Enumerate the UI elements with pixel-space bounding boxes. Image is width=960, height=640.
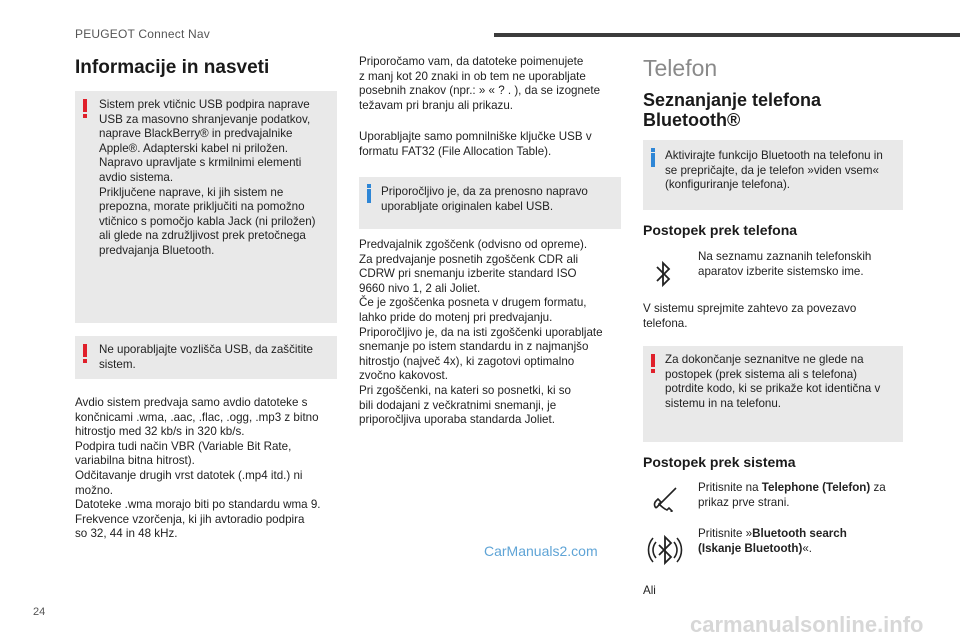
text-line: Predvajalnik zgoščenk (odvisno od opreme). [359, 238, 588, 251]
text-line: naprave BlackBerry® in predvajalnike [99, 127, 293, 141]
text-line: se prepričajte, da je telefon »viden vsem« [665, 163, 879, 177]
warning-box-hub [75, 336, 337, 379]
text-line: zvočno kakovost. [359, 369, 448, 383]
info-icon [651, 153, 655, 167]
text-line: posebnih znakov (npr.: » « ? . ), da se izognete [359, 84, 601, 98]
text-line: potrdite kodo, ki se prikaže kot identična v [665, 382, 881, 396]
manual-header: PEUGEOT Connect Nav [75, 27, 210, 41]
warning-text [665, 353, 897, 411]
text-line: USB za masovno shranjevanje podatkov, [99, 112, 311, 126]
usb-format-text [359, 130, 624, 159]
text-line: Avdio sistem predvaja samo avdio datoteke s [75, 396, 308, 409]
text-line: Datoteke .wma morajo biti po standardu wma 9. [75, 498, 321, 512]
text-line: Na seznamu zaznanih telefonskih [698, 250, 872, 263]
info-text [665, 149, 897, 193]
text-line: Za predvajanje posnetih zgoščenk CDR ali [359, 252, 579, 266]
text-line: Ne uporabljajte vozlišča USB, da zaščitite [99, 343, 313, 356]
text-line: Apple®. Adapterski kabel ni priložen. [99, 141, 288, 155]
text-line: CDRW pri snemanju izberite standard ISO [359, 267, 577, 281]
text-span: «. [802, 541, 813, 555]
text-line: snemanje po istem standardu in z najmanjšo [359, 340, 589, 354]
text-line: Priporočljivo je, da na isti zgoščenki uporabljate [359, 325, 603, 339]
text-line: Sistem prek vtičnic USB podpira naprave [99, 98, 310, 111]
text-line: z manj kot 20 znaki in ob tem ne uporabljate [359, 69, 586, 83]
text-span: za [870, 481, 886, 494]
text-line: aparatov izberite sistemsko ime. [698, 264, 864, 278]
text-line: 9660 nivo 1, 2 ali Joliet. [359, 281, 481, 295]
phone-handset-icon [650, 482, 682, 517]
text-line: Za dokončanje seznanitve ne glede na [665, 353, 864, 366]
info-box-cable [359, 177, 621, 229]
watermark-text: carmanualsonline.info [690, 612, 924, 637]
warning-box-code [643, 346, 903, 442]
bluetooth-search-label: Bluetooth search [752, 527, 847, 540]
text-line: bili dodajani z večkratnimi snemanji, je [359, 398, 557, 412]
accept-request-text [643, 302, 903, 331]
text-line: avdio sistema. [99, 170, 174, 184]
or-text: Ali [643, 584, 656, 597]
bluetooth-icon [652, 258, 674, 295]
info-icon [367, 189, 371, 203]
text-line: končnicami .wma, .aac, .flac, .ogg, .mp3 z bitno [75, 410, 319, 424]
step1-line: prikaz prve strani. [698, 495, 790, 509]
text-line: so 32, 44 in 48 kHz. [75, 527, 178, 541]
text-span: Pritisnite » [698, 527, 753, 540]
text-line: Frekvence vzorčenja, ki jih avtoradio podpira [75, 512, 305, 526]
cd-player-text [359, 238, 629, 428]
text-line: variabilna bitna hitrost). [75, 454, 195, 468]
text-line: Odčitavanje drugih vrst datotek (.mp4 itd.) ni [75, 468, 303, 482]
text-line: formatu FAT32 (File Allocation Table). [359, 144, 552, 158]
warning-text [99, 98, 331, 259]
warning-box-usb [75, 91, 337, 323]
audio-formats-text [75, 396, 350, 542]
heading-phone-procedure: Postopek prek telefona [643, 222, 798, 238]
header-bar [494, 33, 960, 37]
text-line: V sistemu sprejmite zahtevo za povezavo [643, 302, 857, 315]
file-naming-text [359, 55, 624, 113]
text-line: Pri zgoščenki, na kateri so posnetki, ki so [359, 383, 572, 397]
section-title-telefon: Telefon [643, 55, 718, 81]
text-line: Podpira tudi način VBR (Variable Bit Rate, [75, 439, 292, 453]
text-line: predvajanja Bluetooth. [99, 243, 215, 257]
text-line: sistemu in na telefonu. [665, 396, 782, 410]
text-line: priporočljiva uporaba standarda Joliet. [359, 413, 555, 427]
text-line: hitrostjo (največ 4x), ki zagotovi optimalno [359, 354, 575, 368]
step1-text [698, 481, 903, 510]
text-line: Aktivirajte funkcijo Bluetooth na telefonu in [665, 149, 883, 162]
step1-line [698, 481, 903, 496]
text-line: vtičnico s pomočjo kabla Jack (ni priložen) [99, 214, 316, 228]
info-box-bluetooth [643, 140, 903, 210]
text-line: postopek (prek sistema ali s telefona) [665, 367, 858, 381]
text-line: Če je zgoščenka posneta v drugem formatu, [359, 296, 587, 310]
text-line: Napravo upravljate s krmilnimi elementi [99, 156, 302, 170]
heading-system-procedure: Postopek prek sistema [643, 454, 796, 470]
exclamation-icon [83, 344, 87, 357]
text-line: Priporočamo vam, da datoteke poimenujete [359, 55, 584, 68]
info-text [381, 185, 615, 214]
page-number: 24 [33, 606, 46, 618]
text-line: prepozna, morate priključiti na pomožno [99, 200, 305, 214]
text-line: lahko pride do motenj pri predvajanju. [359, 310, 553, 324]
step2-line [698, 542, 903, 557]
step2-line [698, 527, 903, 542]
heading-bluetooth-pairing [643, 90, 821, 130]
section-title-info: Informacije in nasveti [75, 57, 270, 78]
phone-step-text [698, 250, 903, 279]
bluetooth-search-icon [643, 528, 687, 577]
exclamation-icon [83, 99, 87, 112]
text-line: Uporabljajte samo pomnilniške ključke USB v [359, 130, 592, 143]
text-line: hitrostjo med 32 kb/s in 320 kb/s. [75, 425, 245, 439]
heading-line: Seznanjanje telefona [643, 90, 822, 110]
text-line: telefona. [643, 316, 688, 330]
text-line: možno. [75, 483, 114, 497]
text-line: težavam pri branju ali prikazu. [359, 98, 514, 112]
text-line: Priporočljivo je, da za prenosno napravo [381, 185, 588, 198]
step2-text [698, 527, 903, 556]
text-span: Pritisnite na [698, 481, 762, 494]
exclamation-icon [651, 354, 655, 367]
warning-text [99, 343, 331, 372]
text-line: uporabljate originalen kabel USB. [381, 199, 554, 213]
text-line: Priključene naprave, ki jih sistem ne [99, 185, 284, 199]
text-line: sistem. [99, 357, 136, 371]
text-line: ali glede na združljivost prek pretočnega [99, 229, 306, 243]
text-line: (konfiguriranje telefona). [665, 178, 791, 192]
watermark-link[interactable]: CarManuals2.com [484, 543, 598, 559]
telephone-label: Telephone (Telefon) [761, 481, 871, 494]
heading-line: Bluetooth® [643, 110, 741, 130]
bluetooth-search-label: (Iskanje Bluetooth) [698, 541, 803, 555]
